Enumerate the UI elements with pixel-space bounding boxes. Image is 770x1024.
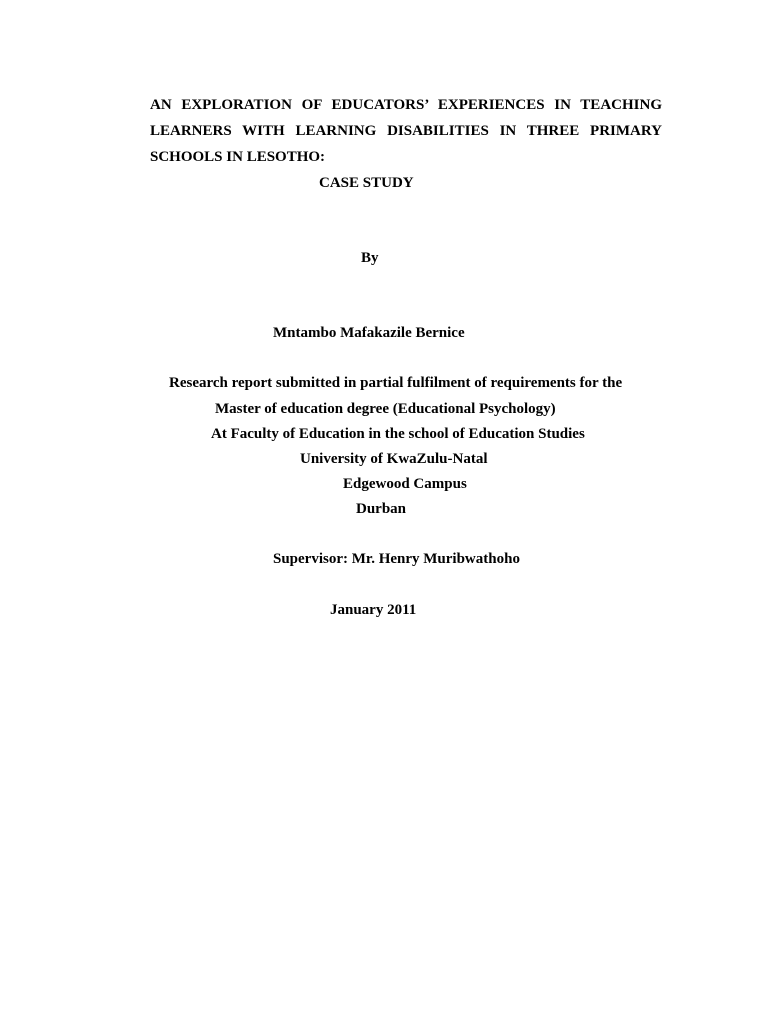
title-subtitle: CASE STUDY: [319, 175, 414, 191]
author-name: Mntambo Mafakazile Bernice: [273, 325, 465, 341]
submission-line-3: At Faculty of Education in the school of Education Studies: [211, 426, 585, 442]
submission-line-1: Research report submitted in partial fulfilment of requirements for the: [169, 375, 623, 391]
city-name: Durban: [356, 501, 407, 517]
title-line-2: LEARNERS WITH LEARNING DISABILITIES IN THREE PRIMARY: [150, 123, 662, 139]
title-line-1: AN EXPLORATION OF EDUCATORS’ EXPERIENCES IN TEACHING: [150, 97, 662, 113]
submission-line-2: Master of education degree (Educational Psychology): [215, 401, 556, 417]
campus-name: Edgewood Campus: [343, 476, 467, 492]
supervisor-line: Supervisor: Mr. Henry Muribwathoho: [273, 551, 520, 567]
university-name: University of KwaZulu-Natal: [300, 451, 488, 467]
date-line: January 2011: [330, 602, 417, 618]
title-line-3: SCHOOLS IN LESOTHO:: [150, 149, 326, 165]
by-label: By: [361, 250, 379, 266]
